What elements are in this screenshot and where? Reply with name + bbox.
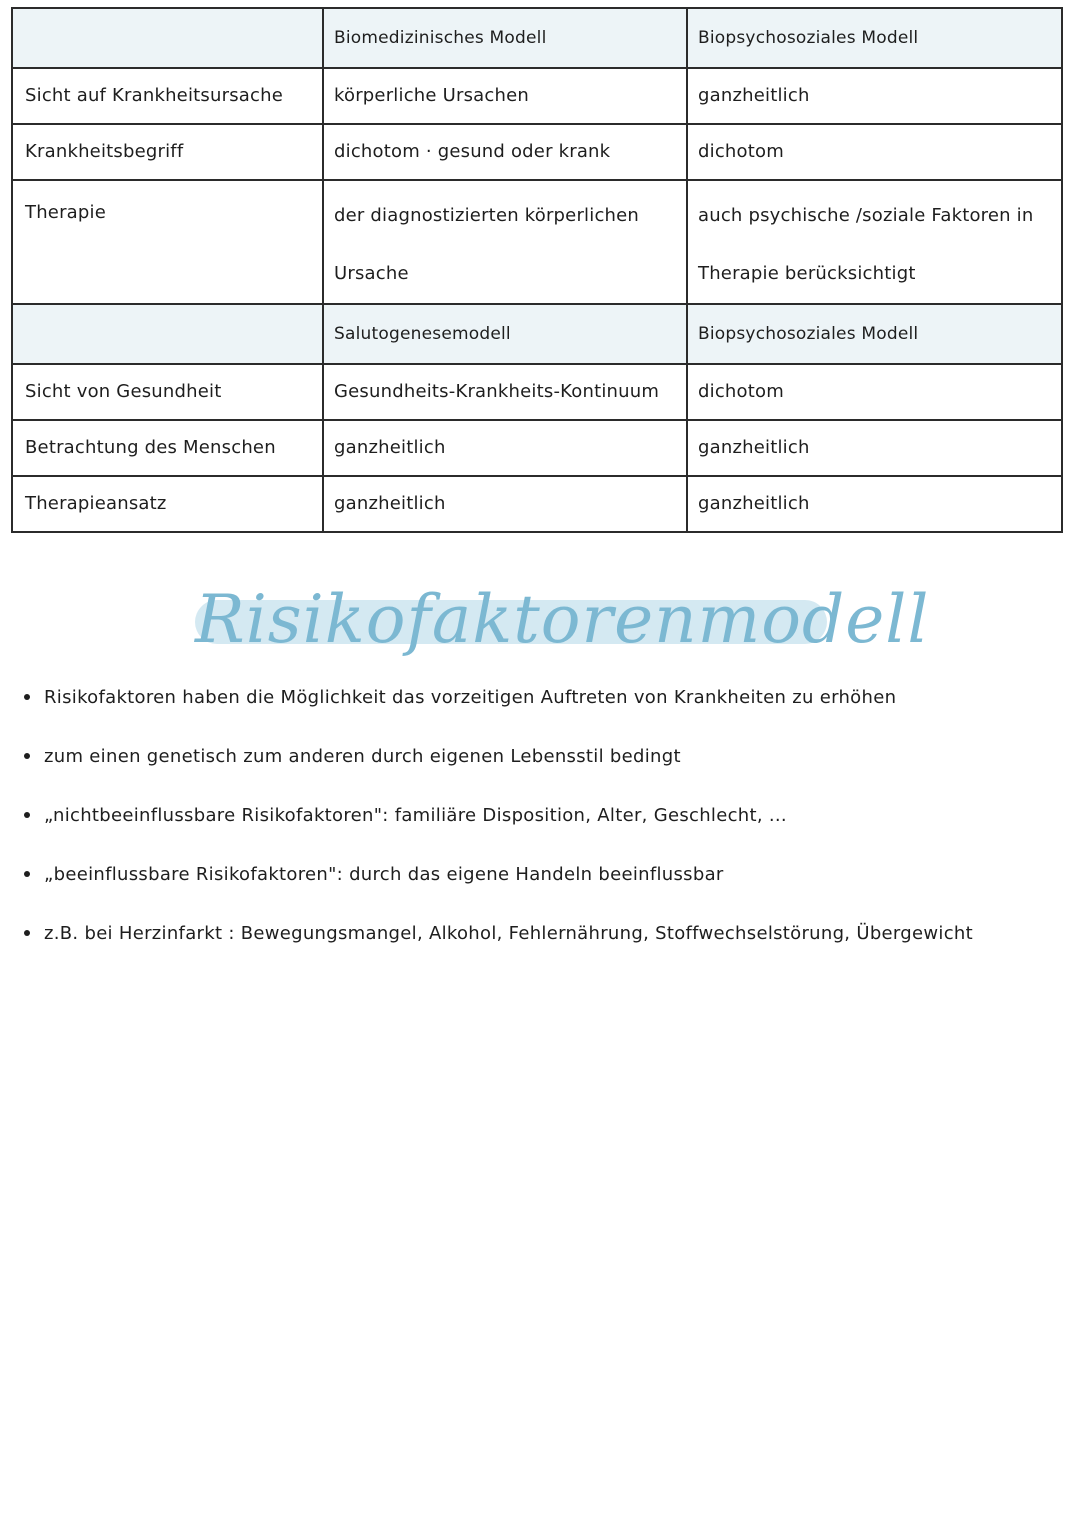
- list-item-text: z.B. bei Herzinfarkt : Bewegungsmangel, Alkohol, Fehlernährung, Stoffwechselstörung, Übergewicht: [44, 923, 973, 944]
- model-comparison-table: [11, 7, 1063, 533]
- list-item: [22, 857, 1062, 916]
- header-cell-biopsychosocial: Biopsychosoziales Modell: [687, 8, 1062, 68]
- header-cell-empty: [12, 304, 323, 364]
- row-label: Betrachtung des Menschen: [12, 420, 323, 476]
- row-label: Sicht auf Krankheitsursache: [12, 68, 323, 124]
- list-item: [22, 798, 1062, 857]
- table-row: [12, 364, 1062, 420]
- table-cell: ganzheitlich: [687, 476, 1062, 532]
- row-label: Krankheitsbegriff: [12, 124, 323, 180]
- heading-text: Risikofaktorenmodell: [195, 581, 930, 658]
- header-cell-biomedical: Biomedizinisches Modell: [323, 8, 687, 68]
- header-cell-empty: [12, 8, 323, 68]
- table-row: [12, 180, 1062, 304]
- table-cell: Gesundheits-Krankheits-Kontinuum: [323, 364, 687, 420]
- list-item: [22, 680, 1062, 739]
- table-cell: ganzheitlich: [687, 420, 1062, 476]
- row-label: Therapieansatz: [12, 476, 323, 532]
- table-cell: ganzheitlich: [323, 420, 687, 476]
- table-cell: ganzheitlich: [687, 68, 1062, 124]
- table-cell: körperliche Ursachen: [323, 68, 687, 124]
- header-cell-salutogenesis: Salutogenesemodell: [323, 304, 687, 364]
- table-cell: [687, 180, 1062, 304]
- list-item-text: „nichtbeeinflussbare Risikofaktoren": familiäre Disposition, Alter, Geschlecht, ...: [44, 805, 787, 826]
- list-item-text: Risikofaktoren haben die Möglichkeit das vorzeitigen Auftreten von Krankheiten zu erhöhen: [44, 687, 897, 708]
- table-row: [12, 68, 1062, 124]
- row-label: Therapie: [12, 180, 323, 304]
- bullet-list: [22, 680, 1062, 975]
- list-item: [22, 739, 1062, 798]
- bullet-icon: [24, 753, 30, 759]
- row-label: Sicht von Gesundheit: [12, 364, 323, 420]
- section-heading: [195, 570, 930, 670]
- table-cell: dichotom · gesund oder krank: [323, 124, 687, 180]
- table-cell: dichotom: [687, 364, 1062, 420]
- table-row: [12, 124, 1062, 180]
- list-item-text: zum einen genetisch zum anderen durch eigenen Lebensstil bedingt: [44, 746, 681, 767]
- bullet-icon: [24, 694, 30, 700]
- table-header-row: [12, 8, 1062, 68]
- header-cell-biopsychosocial: Biopsychosoziales Modell: [687, 304, 1062, 364]
- list-item: [22, 916, 1062, 975]
- bullet-icon: [24, 871, 30, 877]
- cell-text: der diagnostizierten körperlichen Ursache: [334, 205, 640, 284]
- table-row: [12, 476, 1062, 532]
- table-cell: ganzheitlich: [323, 476, 687, 532]
- bullet-icon: [24, 812, 30, 818]
- bullet-icon: [24, 930, 30, 936]
- list-item-text: „beeinflussbare Risikofaktoren": durch das eigene Handeln beeinflussbar: [44, 864, 724, 885]
- table-row: [12, 420, 1062, 476]
- table-header-row: [12, 304, 1062, 364]
- table-cell: [323, 180, 687, 304]
- cell-text: auch psychische /soziale Faktoren in Therapie berücksichtigt: [698, 205, 1034, 284]
- table-cell: dichotom: [687, 124, 1062, 180]
